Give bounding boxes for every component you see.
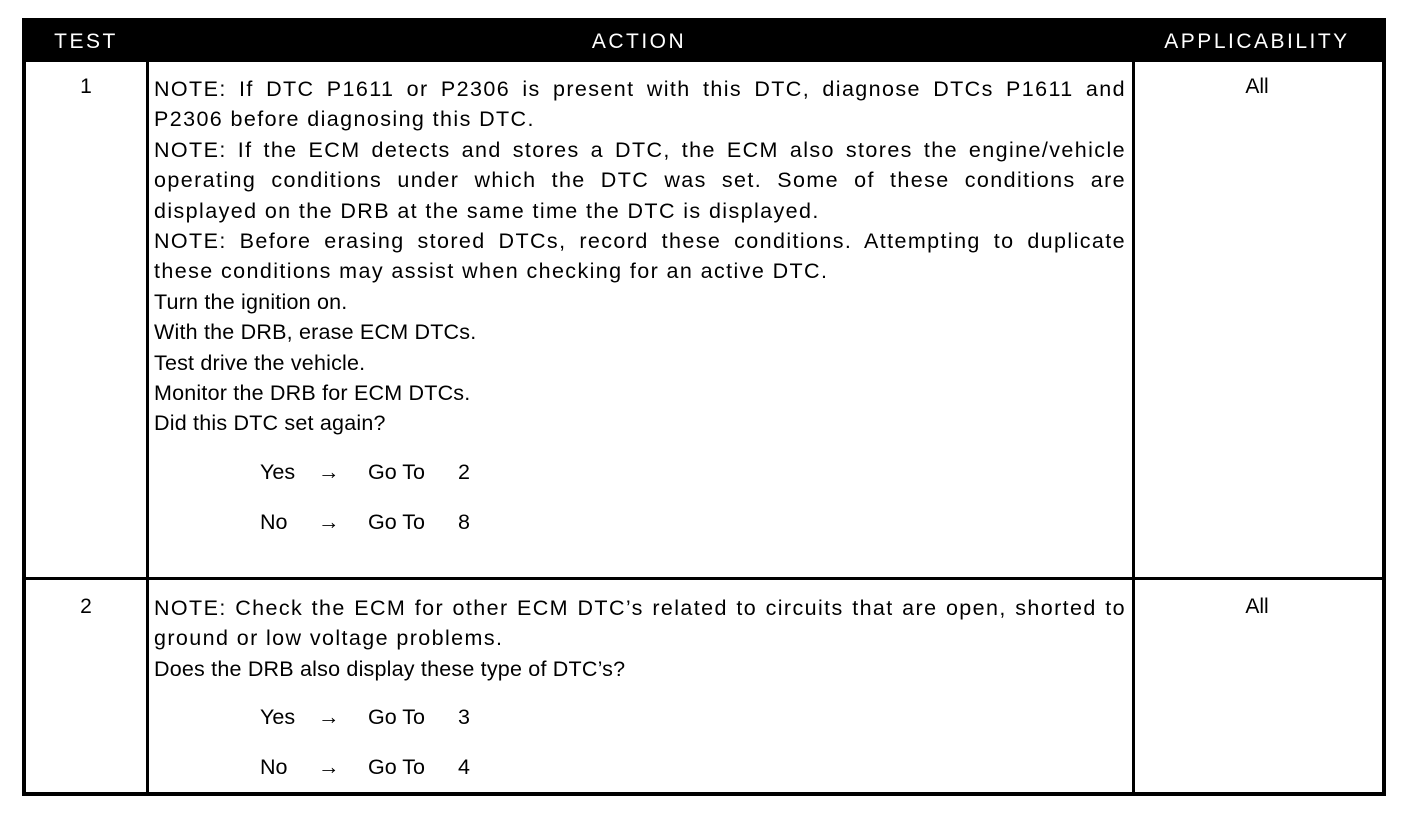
note-text: NOTE: Check the ECM for other ECM DTC’s related to circuits that are open, shorted to ground or low voltage problems. xyxy=(154,596,1126,651)
answer-label: Yes xyxy=(260,705,296,730)
goto-target: 4 xyxy=(458,755,470,780)
instruction-text: With the DRB, erase ECM DTCs. xyxy=(154,320,477,345)
answer-list xyxy=(154,692,1126,792)
test-number: 1 xyxy=(80,75,92,98)
applicability-value: All xyxy=(1245,595,1269,618)
right-arrow-icon: → xyxy=(318,705,340,730)
answer-label: No xyxy=(260,509,288,534)
question-text: Does the DRB also display these type of DTC’s? xyxy=(154,656,626,681)
header-action: ACTION xyxy=(591,30,687,53)
note-text: NOTE: If the ECM detects and stores a DTC, the ECM also stores the engine/vehicle operating conditions under which the DTC was set. Some of these conditions are displayed on the DRB at the same time the DTC is displayed. xyxy=(154,137,1126,223)
answer-no xyxy=(154,497,1126,547)
right-arrow-icon: → xyxy=(318,755,340,780)
column-divider xyxy=(1132,62,1135,792)
right-arrow-icon: → xyxy=(318,459,340,484)
test-number: 2 xyxy=(80,595,92,618)
goto-target: 2 xyxy=(458,459,470,484)
goto-label: Go To xyxy=(368,509,425,534)
answer-label: Yes xyxy=(260,459,296,484)
action-cell xyxy=(154,74,1126,547)
goto-label: Go To xyxy=(368,755,425,780)
goto-target: 3 xyxy=(458,705,470,730)
header-test: TEST xyxy=(54,30,118,53)
row-divider xyxy=(26,577,1382,580)
diagnostic-table xyxy=(22,18,1386,796)
right-arrow-icon: → xyxy=(318,509,340,534)
answer-no xyxy=(154,742,1126,792)
note-text: NOTE: Before erasing stored DTCs, record these conditions. Attempting to duplicate these conditions may assist when checking for an active DTC. xyxy=(154,229,1126,284)
goto-target: 8 xyxy=(458,509,470,534)
instruction-text: Test drive the vehicle. xyxy=(154,350,366,375)
column-divider xyxy=(146,62,149,792)
goto-label: Go To xyxy=(368,459,425,484)
applicability-value: All xyxy=(1245,75,1269,98)
note-text: NOTE: If DTC P1611 or P2306 is present with this DTC, diagnose DTCs P1611 and P2306 before diagnosing this DTC. xyxy=(154,77,1126,132)
action-cell xyxy=(154,593,1126,792)
question-text: Did this DTC set again? xyxy=(154,411,386,436)
header-applicability: APPLICABILITY xyxy=(1164,30,1350,53)
instruction-text: Turn the ignition on. xyxy=(154,289,348,314)
answer-yes xyxy=(154,692,1126,742)
answer-label: No xyxy=(260,755,288,780)
goto-label: Go To xyxy=(368,705,425,730)
table-header xyxy=(26,22,1382,62)
instruction-text: Monitor the DRB for ECM DTCs. xyxy=(154,381,471,406)
answer-list xyxy=(154,447,1126,547)
answer-yes xyxy=(154,447,1126,497)
